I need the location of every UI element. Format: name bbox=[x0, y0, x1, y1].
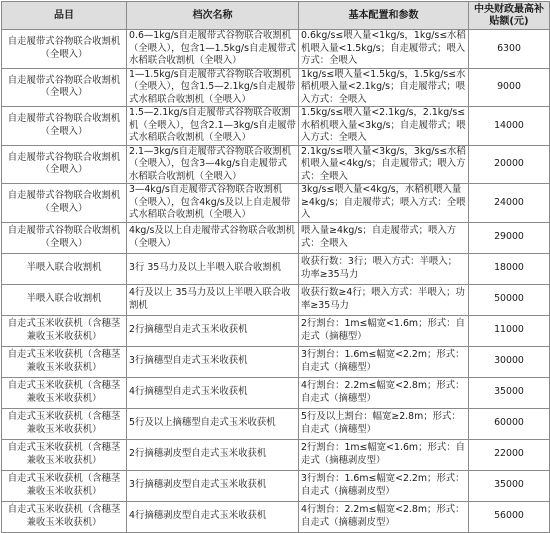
cell-subsidy: 35000 bbox=[469, 377, 550, 408]
cell-subsidy: 6300 bbox=[469, 30, 550, 69]
cell-config: 3行割台：1.6m≤幅宽<2.2m；形式：自走式（摘穗剥皮型） bbox=[299, 470, 469, 501]
table-row bbox=[2, 315, 550, 346]
cell-item: 自走履带式谷物联合收割机（全喂入） bbox=[2, 107, 127, 146]
cell-subsidy: 18000 bbox=[469, 253, 550, 284]
cell-subsidy: 11000 bbox=[469, 315, 550, 346]
cell-grade: 4kg/s及以上自走履带式谷物联合收割机（全喂入） bbox=[127, 222, 299, 253]
cell-item: 自走履带式谷物联合收割机（全喂入） bbox=[2, 145, 127, 184]
cell-grade: 3行 35马力及以上半喂入联合收割机 bbox=[127, 253, 299, 284]
table-row bbox=[2, 253, 550, 284]
table-row bbox=[2, 501, 550, 532]
cell-grade: 4行及以上 35马力及以上半喂入联合收割机 bbox=[127, 284, 299, 315]
table-row bbox=[2, 30, 550, 69]
cell-config: 0.6kg/s≤喂入量<1kg/s，1kg/s≤水稻机喂入量<1.5kg/s；自走履带式；喂入方式：全喂入 bbox=[299, 30, 469, 69]
cell-grade: 4行摘穗型自走式玉米收获机 bbox=[127, 377, 299, 408]
cell-config: 收获行数：3行；喂入方式：半喂入；功率≥35马力 bbox=[299, 253, 469, 284]
cell-item: 半喂入联合收割机 bbox=[2, 253, 127, 284]
header-grade: 档次名称 bbox=[127, 2, 299, 30]
cell-config: 2.1kg/s≤喂入量<3kg/s，3kg/s≤水稻机喂入量<4kg/s；自走履带式；喂入方式：全喂入 bbox=[299, 145, 469, 184]
table-row bbox=[2, 346, 550, 377]
table-row bbox=[2, 284, 550, 315]
cell-subsidy: 20000 bbox=[469, 145, 550, 184]
table-row bbox=[2, 222, 550, 253]
cell-item: 自走式玉米收获机（含穗茎兼收玉米收获机） bbox=[2, 377, 127, 408]
cell-item: 自走式玉米收获机（含穗茎兼收玉米收获机） bbox=[2, 408, 127, 439]
cell-item: 自走履带式谷物联合收割机（全喂入） bbox=[2, 68, 127, 107]
cell-item: 自走式玉米收获机（含穗茎兼收玉米收获机） bbox=[2, 470, 127, 501]
cell-grade: 2行摘穗剥皮型自走式玉米收获机 bbox=[127, 439, 299, 470]
cell-item: 半喂入联合收割机 bbox=[2, 284, 127, 315]
cell-item: 自走式玉米收获机（含穗茎兼收玉米收获机） bbox=[2, 439, 127, 470]
cell-grade: 0.6—1kg/s自走履带式谷物联合收割机（全喂入），包含1—1.5kg/s自走履带式水稻联合收割机（全喂入） bbox=[127, 30, 299, 69]
cell-config: 收获行数≥4行；喂入方式：半喂入；功率≥35马力 bbox=[299, 284, 469, 315]
cell-subsidy: 29000 bbox=[469, 222, 550, 253]
cell-config: 5行及以上割台：幅宽≥2.8m；形式：自走式（摘穗型） bbox=[299, 408, 469, 439]
cell-item: 自走式玉米收获机（含穗茎兼收玉米收获机） bbox=[2, 346, 127, 377]
cell-grade: 2行摘穗型自走式玉米收获机 bbox=[127, 315, 299, 346]
header-item: 品目 bbox=[2, 2, 127, 30]
table-row bbox=[2, 439, 550, 470]
table-row bbox=[2, 408, 550, 439]
cell-config: 2行割台：1m≤幅宽<1.6m；形式：自走式（摘穗剥皮型） bbox=[299, 439, 469, 470]
cell-grade: 3行摘穗剥皮型自走式玉米收获机 bbox=[127, 470, 299, 501]
header-subsidy: 中央财政最高补贴额(元) bbox=[469, 2, 550, 30]
cell-item: 自走履带式谷物联合收割机（全喂入） bbox=[2, 30, 127, 69]
table-row bbox=[2, 377, 550, 408]
cell-grade: 2.1—3kg/s自走履带式谷物联合收割机（全喂入），包含3—4kg/s自走履带式水稻联合收割机（全喂入） bbox=[127, 145, 299, 184]
cell-grade: 3行摘穗型自走式玉米收获机 bbox=[127, 346, 299, 377]
cell-grade: 1—1.5kg/s自走履带式谷物联合收割机（全喂入），包含1.5—2.1kg/s自走履带式水稻联合收割机（全喂入） bbox=[127, 68, 299, 107]
subsidy-table bbox=[1, 1, 550, 533]
cell-config: 1kg/s≤喂入量<1.5kg/s，1.5kg/s≤水稻机喂入量<2.1kg/s；自走履带式；喂入方式：全喂入 bbox=[299, 68, 469, 107]
cell-grade: 5行及以上摘穗型自走式玉米收获机 bbox=[127, 408, 299, 439]
cell-config: 2行割台：1m≤幅宽<1.6m；形式：自走式（摘穗型） bbox=[299, 315, 469, 346]
cell-config: 4行割台：2.2m≤幅宽<2.8m；形式：自走式（摘穗型） bbox=[299, 377, 469, 408]
cell-item: 自走履带式谷物联合收割机（全喂入） bbox=[2, 222, 127, 253]
cell-grade: 3—4kg/s自走履带式谷物联合收割机（全喂入），包含4kg/s及以上自走履带式水稻联合收割机（全喂入） bbox=[127, 184, 299, 223]
cell-grade: 4行摘穗剥皮型自走式玉米收获机 bbox=[127, 501, 299, 532]
cell-subsidy: 56000 bbox=[469, 501, 550, 532]
cell-config: 喂入量≥4kg/s；自走履带式；喂入方式：全喂入 bbox=[299, 222, 469, 253]
cell-subsidy: 35000 bbox=[469, 470, 550, 501]
cell-subsidy: 14000 bbox=[469, 107, 550, 146]
cell-subsidy: 22000 bbox=[469, 439, 550, 470]
cell-config: 4行割台：2.2m≤幅宽<2.8m；形式：自走式（摘穗剥皮型） bbox=[299, 501, 469, 532]
cell-config: 3行割台：1.6m≤幅宽<2.2m；形式：自走式（摘穗型） bbox=[299, 346, 469, 377]
table-row bbox=[2, 184, 550, 223]
cell-subsidy: 30000 bbox=[469, 346, 550, 377]
cell-subsidy: 24000 bbox=[469, 184, 550, 223]
table-row bbox=[2, 68, 550, 107]
cell-subsidy: 9000 bbox=[469, 68, 550, 107]
cell-subsidy: 60000 bbox=[469, 408, 550, 439]
header-config: 基本配置和参数 bbox=[299, 2, 469, 30]
cell-item: 自走式玉米收获机（含穗茎兼收玉米收获机） bbox=[2, 501, 127, 532]
cell-config: 3kg/s≤喂入量<4kg/s，水稻机喂入量≥4kg/s；自走履带式；喂入方式：全喂入 bbox=[299, 184, 469, 223]
cell-subsidy: 50000 bbox=[469, 284, 550, 315]
table-row bbox=[2, 470, 550, 501]
table-row bbox=[2, 145, 550, 184]
cell-config: 1.5kg/s≤喂入量<2.1kg/s，2.1kg/s≤水稻机喂入量<3kg/s；自走履带式；喂入方式：全喂入 bbox=[299, 107, 469, 146]
table-row bbox=[2, 107, 550, 146]
cell-grade: 1.5—2.1kg/s自走履带式谷物联合收割机（全喂入），包含2.1—3kg/s自走履带式水稻联合收割机（全喂入） bbox=[127, 107, 299, 146]
cell-item: 自走式玉米收获机（含穗茎兼收玉米收获机） bbox=[2, 315, 127, 346]
table-header-row bbox=[2, 2, 550, 30]
cell-item: 自走履带式谷物联合收割机（全喂入） bbox=[2, 184, 127, 223]
